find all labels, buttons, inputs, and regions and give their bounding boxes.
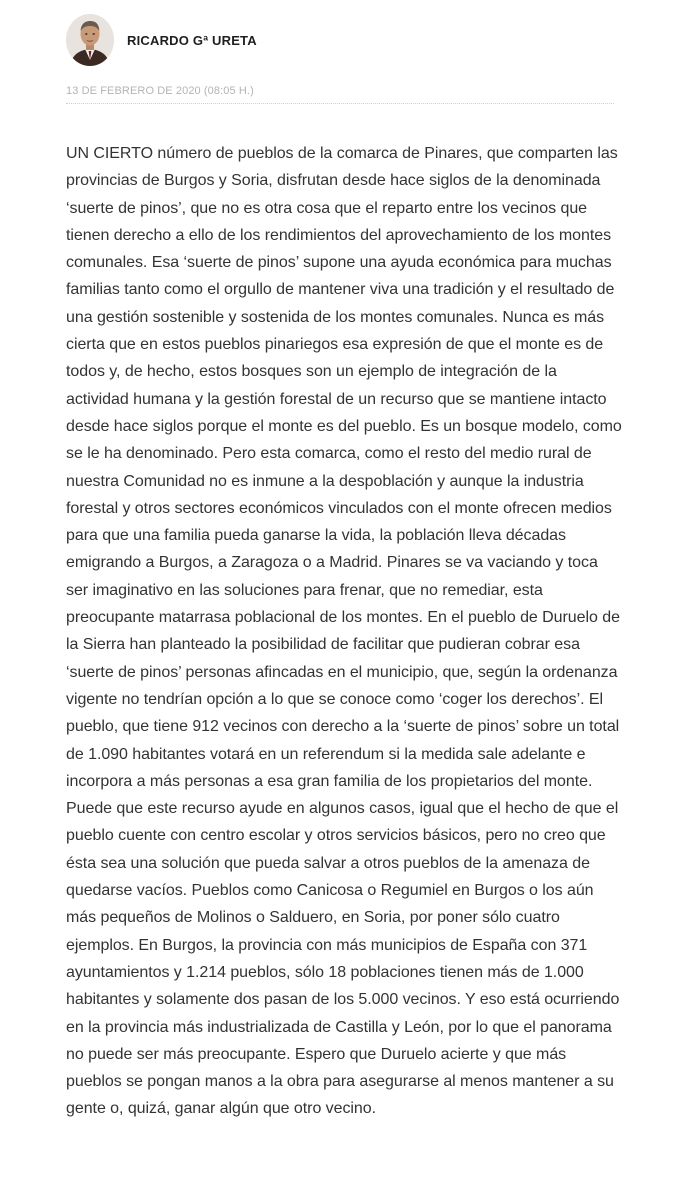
author-portrait-icon: [66, 14, 114, 66]
publish-date: 13 DE FEBRERO DE 2020 (08:05 H.): [66, 85, 254, 97]
author-byline: [66, 14, 257, 66]
header-divider: [66, 103, 614, 104]
author-avatar[interactable]: [66, 14, 114, 66]
author-name[interactable]: RICARDO Gª URETA: [127, 32, 257, 48]
article-body: UN CIERTO número de pueblos de la comarca de Pinares, que comparten las provincias de Burgos y Soria, disfrutan desde hace siglos de la denominada ‘suerte de pinos’, que no es otra cosa que el reparto entre los vecinos que tienen derecho a ello de los rendimientos del aprovechamiento de los montes comunales. Esa ‘suerte de pinos’ supone una ayuda económica para muchas familias tanto como el orgullo de mantener viva una tradición y el resultado de una gestión sostenible y sostenida de los montes comunales. Nunca es más cierta que en estos pueblos pinariegos esa expresión de que el monte es de todos y, de hecho, estos bosques son un ejemplo de integración de la actividad humana y la gestión forestal de un recurso que se mantiene intacto desde hace siglos porque el monte es del pueblo. Es un bosque modelo, como se le ha denominado. Pero esta comarca, como el resto del medio rural de nuestra Comunidad no es inmune a la despoblación y aunque la industria forestal y otros sectores económicos vinculados con el monte ofrecen medios para que una familia pueda ganarse la vida, la población lleva décadas emigrando a Burgos, a Zaragoza o a Madrid. Pinares se va vaciando y toca ser imaginativo en las soluciones para frenar, que no remediar, esta preocupante matarrasa poblacional de los montes. En el pueblo de Duruelo de la Sierra han planteado la posibilidad de facilitar que pudieran cobrar esa ‘suerte de pinos’ personas afincadas en el municipio, que, según la ordenanza vigente no tendrían opción a lo que se conoce como ‘coger los derechos’. El pueblo, que tiene 912 vecinos con derecho a la ‘suerte de pinos’ sobre un total de 1.090 habitantes votará en un referendum si la medida sale adelante e incorpora a más personas a esa gran familia de los propietarios del monte. Puede que este recurso ayude en algunos casos, igual que el hecho de que el pueblo cuente con centro escolar y otros servicios básicos, pero no creo que ésta sea una solución que pueda salvar a otros pueblos de la amenaza de quedarse vacíos. Pueblos como Canicosa o Regumiel en Burgos o los aún más pequeños de Molinos o Salduero, en Soria, por poner sólo cuatro ejemplos. En Burgos, la provincia con más municipios de España con 371 ayuntamientos y 1.214 pueblos, sólo 18 poblaciones tienen más de 1.000 habitantes y solamente dos pasan de los 5.000 vecinos. Y eso está ocurriendo en la provincia más industrializada de Castilla y León, por lo que el panorama no puede ser más preocupante. Espero que Duruelo acierte y que más pueblos se pongan manos a la obra para asegurarse al menos mantener a su gente o, quizá, ganar algún que otro vecino.: [66, 145, 622, 1118]
